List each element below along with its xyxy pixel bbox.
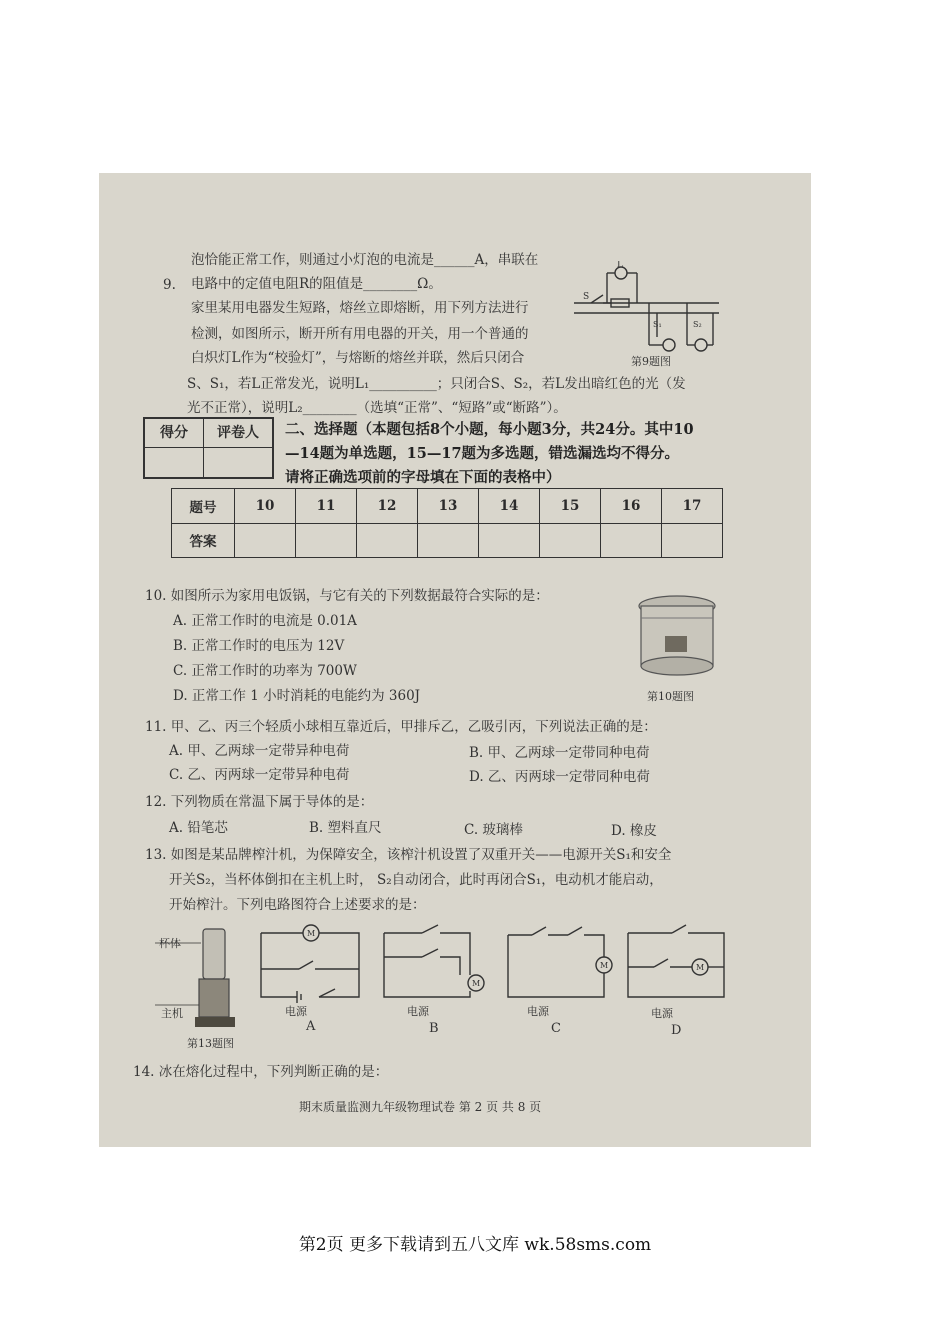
table-header-cell: 10 (235, 489, 296, 524)
text-line: 白炽灯L作为“校验灯”，与熔断的熔丝并联，然后只闭合 (191, 350, 525, 366)
score-label: 得分 (145, 419, 203, 448)
answer-cell[interactable] (479, 523, 540, 558)
question-number: 9. (163, 277, 176, 293)
download-footer: 第2页 更多下载请到五八文库 wk.58sms.com (298, 1235, 652, 1255)
fig10-caption: 第10题图 (647, 690, 694, 703)
option-d: D. 乙、丙两球一定带同种电荷 (469, 769, 650, 785)
power-label: 电源 (527, 1005, 549, 1018)
fig13-caption: 第13题图 (187, 1037, 234, 1050)
question-11: 11. 甲、乙、丙三个轻质小球相互靠近后，甲排斥乙，乙吸引丙，下列说法正确的是： (145, 719, 657, 735)
text-line: S、S₁，若L正常发光，说明L₁__________；只闭合S、S₂，若L发出暗红色的光（发 (187, 376, 686, 392)
label-s: S (583, 292, 590, 302)
answer-cell[interactable] (418, 523, 479, 558)
table-header-cell: 12 (357, 489, 418, 524)
answer-cell[interactable] (601, 523, 662, 558)
text-line: 检测，如图所示，断开所有用电器的开关，用一个普通的 (191, 326, 529, 342)
table-answer-label: 答案 (172, 523, 235, 558)
answer-cell[interactable] (540, 523, 601, 558)
table-header-cell: 13 (418, 489, 479, 524)
table-header-cell: 11 (296, 489, 357, 524)
table-header-label: 题号 (172, 489, 235, 524)
text-line: 电路中的定值电阻R的阻值是________Ω。 (191, 276, 442, 292)
motor-label: M (600, 961, 609, 970)
option-b: B. 甲、乙两球一定带同种电荷 (469, 745, 650, 761)
option-c: C. 正常工作时的功率为 700W (173, 663, 357, 679)
option-a: A. 甲、乙两球一定带异种电荷 (169, 743, 350, 759)
table-header-cell: 15 (540, 489, 601, 524)
juicer-cup-label: 杯体 (159, 937, 181, 950)
exam-page-footer: 期末质量监测九年级物理试卷 第 2 页 共 8 页 (299, 1100, 542, 1114)
circuit-b (380, 923, 490, 1003)
option-b: B. 正常工作时的电压为 12V (173, 638, 345, 654)
option-label-a: A (306, 1019, 316, 1034)
option-c: C. 玻璃棒 (464, 822, 523, 838)
fig9-caption: 第9题图 (631, 355, 671, 368)
fig9-circuit (569, 261, 729, 357)
power-label: 电源 (651, 1007, 673, 1020)
grader-label: 评卷人 (203, 419, 273, 448)
scanned-exam-photo (99, 173, 811, 1147)
table-header-cell: 16 (601, 489, 662, 524)
answer-cell[interactable] (235, 523, 296, 558)
option-a: A. 正常工作时的电流是 0.01A (173, 613, 357, 629)
motor-label: M (307, 929, 316, 938)
option-d: D. 正常工作 1 小时消耗的电能约为 360J (173, 688, 421, 704)
answer-cell[interactable] (357, 523, 418, 558)
circuit-a (257, 923, 363, 1003)
power-label: 电源 (407, 1005, 429, 1018)
circuit-d (624, 923, 736, 1003)
juicer-base-label: 主机 (161, 1007, 183, 1020)
motor-label: M (472, 979, 481, 988)
text-line: 光不正常），说明L₂________（选填“正常”、“短路”或“断路”）。 (187, 400, 567, 416)
answer-cell[interactable] (662, 523, 723, 558)
option-label-c: C (551, 1021, 561, 1036)
question-10: 10. 如图所示为家用电饭锅，与它有关的下列数据最符合实际的是： (145, 588, 549, 604)
text-line: 泡恰能正常工作，则通过小灯泡的电流是______A，串联在 (191, 252, 539, 268)
section-heading: 二、选择题（本题包括8个小题，每小题3分，共24分。其中10 (285, 421, 694, 438)
label-s1: S₁ (653, 320, 662, 329)
answer-table (171, 488, 723, 558)
label-s2: S₂ (693, 320, 702, 329)
table-header-cell: 17 (662, 489, 723, 524)
question-12: 12. 下列物质在常温下属于导体的是： (145, 794, 374, 810)
label-l: L (617, 261, 623, 270)
question-14: 14. 冰在熔化过程中，下列判断正确的是： (133, 1064, 389, 1080)
question-13-line2: 开关S₂，当杯体倒扣在主机上时， S₂自动闭合，此时再闭合S₁，电动机才能启动， (169, 872, 663, 888)
table-header-cell: 14 (479, 489, 540, 524)
option-label-b: B (429, 1021, 439, 1036)
option-b: B. 塑料直尺 (309, 820, 382, 836)
option-label-d: D (671, 1023, 682, 1038)
power-label: 电源 (285, 1005, 307, 1018)
question-13: 13. 如图是某品牌榨汁机，为保障安全，该榨汁机设置了双重开关——电源开关S₁和安全 (145, 847, 672, 863)
option-c: C. 乙、丙两球一定带异种电荷 (169, 767, 350, 783)
motor-label: M (696, 963, 705, 972)
answer-cell[interactable] (296, 523, 357, 558)
option-a: A. 铅笔芯 (169, 820, 228, 836)
option-d: D. 橡皮 (611, 823, 657, 839)
score-box-divider (203, 419, 204, 477)
section-heading: —14题为单选题，15—17题为多选题，错选漏选均不得分。 (285, 445, 680, 462)
rice-cooker-image (627, 588, 727, 688)
question-13-line3: 开始榨汁。下列电路图符合上述要求的是： (169, 897, 426, 913)
score-box (143, 417, 274, 479)
circuit-c (504, 923, 616, 1003)
section-heading: 请将正确选项前的字母填在下面的表格中） (285, 469, 561, 486)
text-line: 家里某用电器发生短路，熔丝立即熔断，用下列方法进行 (191, 300, 529, 316)
